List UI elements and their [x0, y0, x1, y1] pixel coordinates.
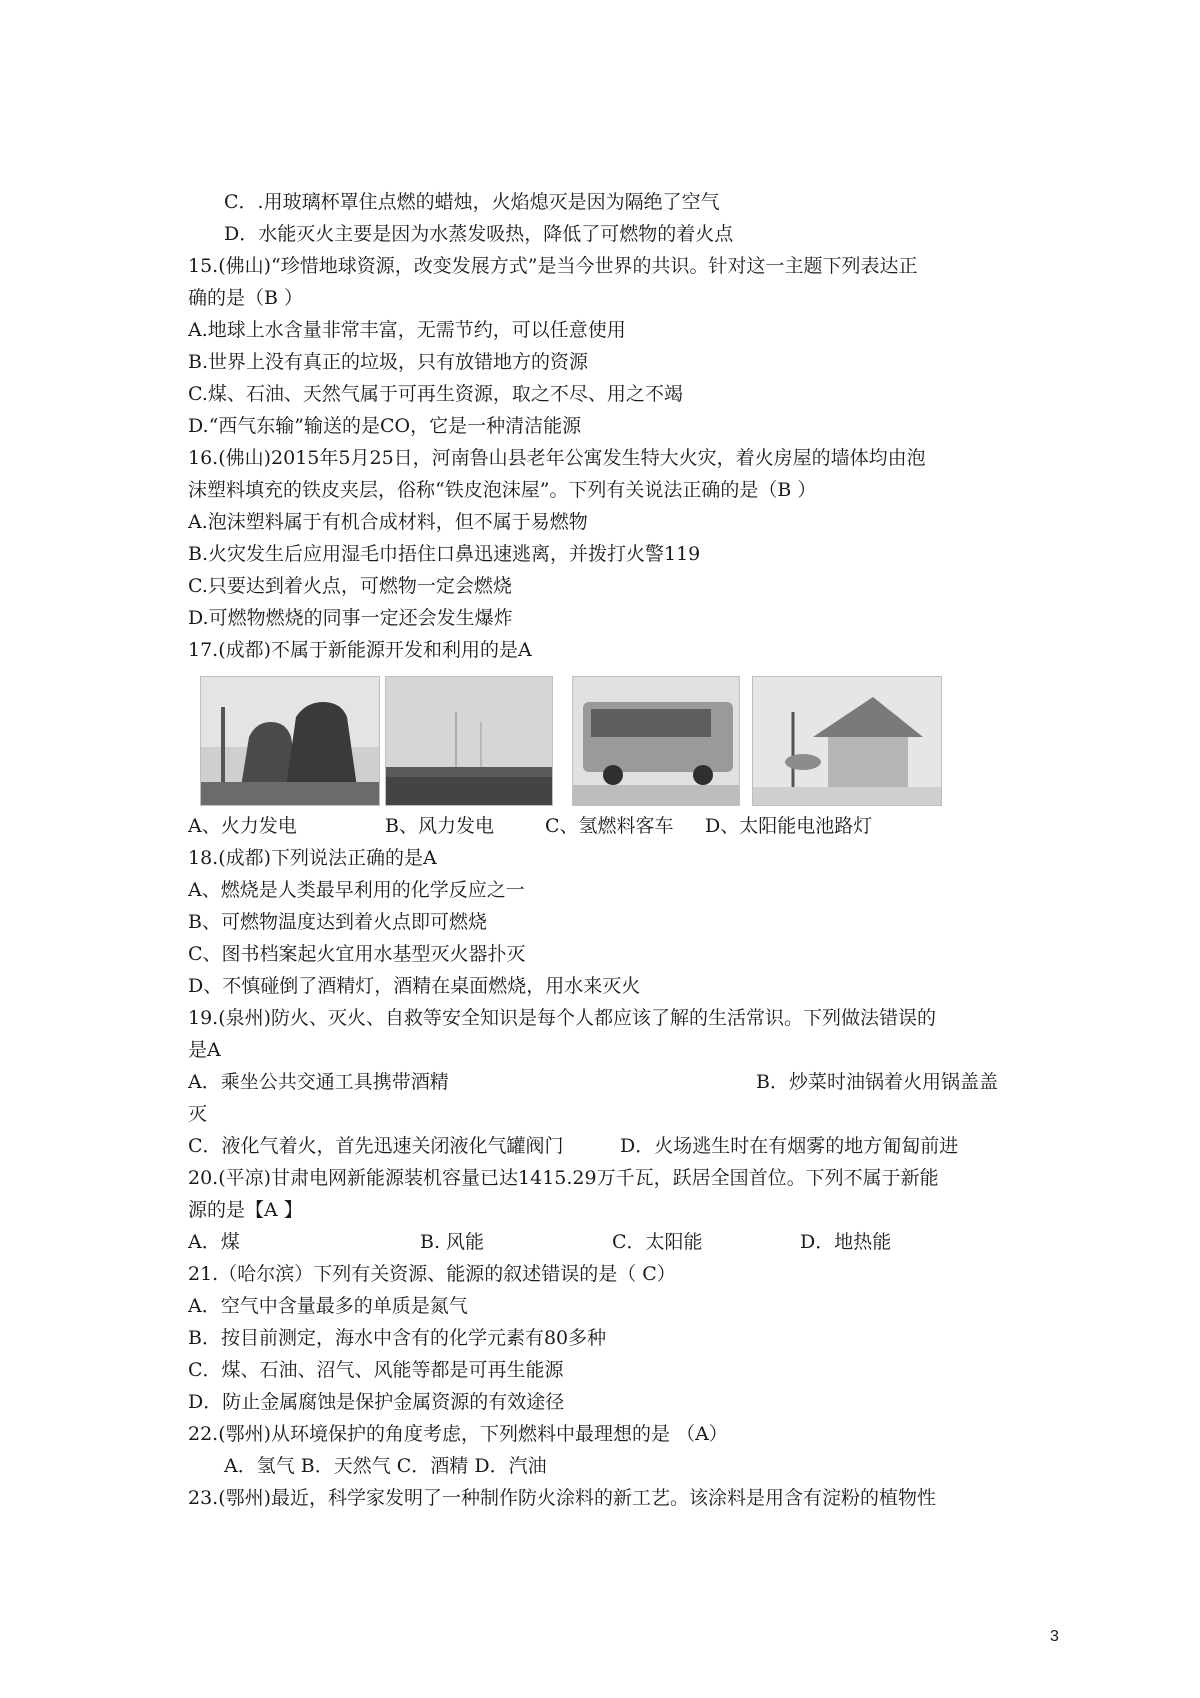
- text-line: 是A: [188, 1039, 221, 1061]
- photo-caption-b: B、风力发电: [385, 815, 494, 837]
- question-16: 16.(佛山)2015年5月25日，河南鲁山县老年公寓发生特大火灾，着火房屋的墙体均由泡: [188, 447, 926, 469]
- text-line: 确的是（B ）: [188, 287, 304, 309]
- question-15: 15.(佛山)“珍惜地球资源，改变发展方式”是当今世界的共识。针对这一主题下列表达正: [188, 255, 918, 277]
- option-line: D．地热能: [800, 1231, 892, 1253]
- option-line: D．火场逃生时在有烟雾的地方匍匐前进: [620, 1135, 959, 1157]
- option-line: D、不慎碰倒了酒精灯，酒精在桌面燃烧，用水来灭火: [188, 975, 641, 997]
- text-line: 源的是【A 】: [188, 1199, 303, 1221]
- photo-caption-a: A、火力发电: [188, 815, 297, 837]
- text-line: 灭: [188, 1103, 208, 1125]
- option-line: C．太阳能: [612, 1231, 703, 1253]
- option-line: A．空气中含量最多的单质是氮气: [188, 1295, 468, 1317]
- option-line: A.泡沫塑料属于有机合成材料，但不属于易燃物: [188, 511, 588, 533]
- photo-caption-c: C、氢燃料客车: [545, 815, 674, 837]
- option-line: B.世界上没有真正的垃圾，只有放错地方的资源: [188, 351, 589, 373]
- option-line: A、燃烧是人类最早利用的化学反应之一: [188, 879, 525, 901]
- hydrogen-bus-photo: [572, 676, 740, 806]
- text-line: D．水能灭火主要是因为水蒸发吸热，降低了可燃物的着火点: [224, 223, 734, 245]
- option-line: A．氢气 B．天然气 C．酒精 D．汽油: [224, 1455, 547, 1477]
- option-line: B、可燃物温度达到着火点即可燃烧: [188, 911, 487, 933]
- option-line: D.“西气东输”输送的是CO，它是一种清洁能源: [188, 415, 582, 437]
- photo-caption-d: D、太阳能电池路灯: [705, 815, 873, 837]
- option-line: A.地球上水含量非常丰富，无需节约，可以任意使用: [188, 319, 626, 341]
- question-19: 19.(泉州)防火、灭火、自救等安全知识是每个人都应该了解的生活常识。下列做法错误的: [188, 1007, 937, 1029]
- question-17: 17.(成都)不属于新能源开发和利用的是A: [188, 639, 532, 661]
- text-line: C．.用玻璃杯罩住点燃的蜡烛，火焰熄灭是因为隔绝了空气: [224, 191, 720, 213]
- question-22: 22.(鄂州)从环境保护的角度考虑，下列燃料中最理想的是 （A）: [188, 1423, 728, 1445]
- option-line: C．液化气着火，首先迅速关闭液化气罐阀门: [188, 1135, 564, 1157]
- option-line: B.火灾发生后应用湿毛巾捂住口鼻迅速逃离，并拨打火警119: [188, 543, 701, 565]
- wind-power-photo: [385, 676, 553, 806]
- option-line: A．乘坐公共交通工具携带酒精: [188, 1071, 449, 1093]
- option-line: D．防止金属腐蚀是保护金属资源的有效途径: [188, 1391, 565, 1413]
- option-line: B. 风能: [420, 1231, 485, 1253]
- option-line: D.可燃物燃烧的同事一定还会发生爆炸: [188, 607, 513, 629]
- option-line: B．炒菜时油锅着火用锅盖盖: [756, 1071, 998, 1093]
- question-18: 18.(成都)下列说法正确的是A: [188, 847, 437, 869]
- thermal-power-photo: [200, 676, 380, 806]
- page-number: 3: [1050, 1628, 1059, 1645]
- option-line: C.煤、石油、天然气属于可再生资源，取之不尽、用之不竭: [188, 383, 683, 405]
- question-21: 21.（哈尔滨）下列有关资源、能源的叙述错误的是（ C）: [188, 1263, 676, 1285]
- solar-street-lamp-photo: [752, 676, 942, 806]
- option-line: C．煤、石油、沼气、风能等都是可再生能源: [188, 1359, 564, 1381]
- question-20: 20.(平凉)甘肃电网新能源装机容量已达1415.29万千瓦，跃居全国首位。下列不属于新能: [188, 1167, 939, 1189]
- question-23: 23.(鄂州)最近，科学家发明了一种制作防火涂料的新工艺。该涂料是用含有淀粉的植物性: [188, 1487, 937, 1509]
- option-line: B．按目前测定，海水中含有的化学元素有80多种: [188, 1327, 607, 1349]
- option-line: C、图书档案起火宜用水基型灭火器扑灭: [188, 943, 526, 965]
- option-line: C.只要达到着火点，可燃物一定会燃烧: [188, 575, 512, 597]
- option-line: A．煤: [188, 1231, 240, 1253]
- text-line: 沫塑料填充的铁皮夹层，俗称“铁皮泡沫屋”。下列有关说法正确的是（B ）: [188, 479, 817, 501]
